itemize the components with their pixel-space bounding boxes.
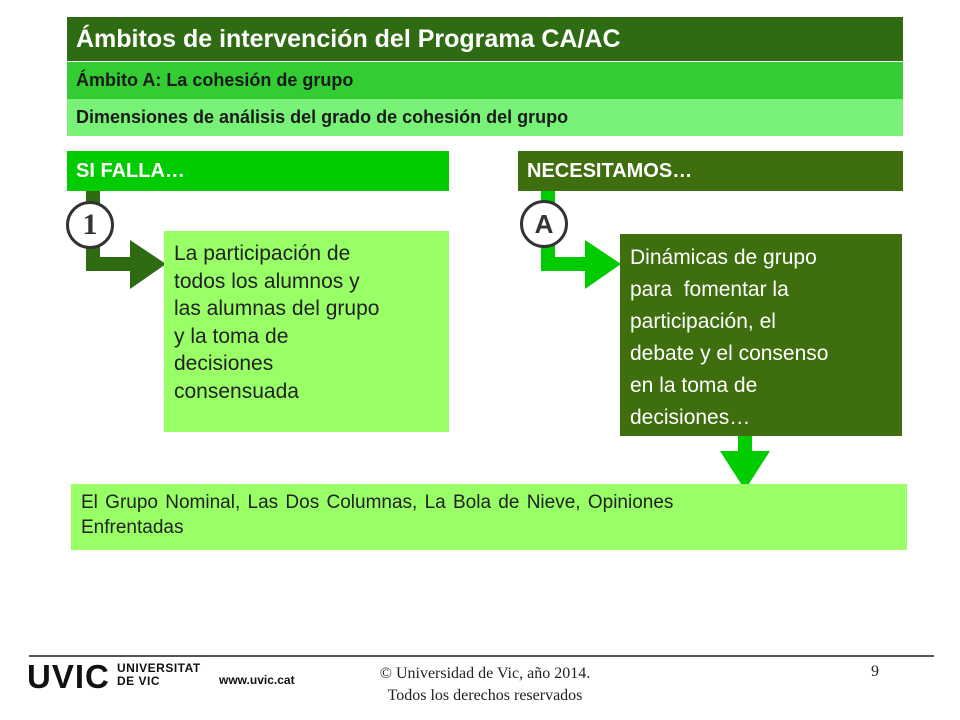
solution-line: Dinámicas de grupo: [630, 246, 817, 269]
slide-subtitle-dimensions: Dimensiones de análisis del grado de cohesión del grupo: [67, 99, 903, 136]
uvic-logo: UVIC: [27, 658, 110, 695]
techniques-line: Enfrentadas: [81, 517, 184, 538]
solution-line: debate y el consenso: [630, 342, 829, 365]
page-number: 9: [871, 663, 879, 680]
uvic-logo-subtitle: [117, 662, 201, 688]
down-arrow: [720, 436, 770, 490]
header-necesitamos: NECESITAMOS…: [518, 151, 903, 191]
logo-sub-line: DE VIC: [117, 674, 161, 688]
solution-line: para fomentar la: [630, 278, 789, 301]
website-link[interactable]: www.uvic.cat: [219, 673, 295, 687]
problem-line: decisiones: [174, 352, 274, 375]
problem-box: [164, 231, 449, 432]
problem-line: y la toma de: [174, 324, 289, 348]
slide-subtitle: Ámbito A: La cohesión de grupo: [67, 62, 903, 99]
copyright-line: Todos los derechos reservados: [387, 687, 583, 704]
footer-divider: [29, 655, 934, 657]
solution-line: decisiones…: [630, 406, 751, 429]
techniques-box: [71, 484, 907, 550]
header-si-falla: SI FALLA…: [67, 151, 449, 191]
copyright-notice: [330, 663, 640, 707]
copyright-line: © Universidad de Vic, año 2014.: [379, 665, 591, 682]
problem-line: las alumnas del grupo: [174, 297, 380, 320]
solution-box: [620, 234, 902, 436]
solution-line: participación, el: [630, 310, 776, 333]
problem-line: todos los alumnos y: [174, 269, 360, 293]
problem-line: consensuada: [174, 379, 299, 403]
solution-line: en la toma de: [630, 374, 758, 397]
techniques-line: El Grupo Nominal, Las Dos Columnas, La Bola de Nieve, Opiniones: [81, 492, 674, 513]
step-number-badge: 1: [66, 201, 114, 249]
step-letter-badge: A: [520, 200, 568, 248]
problem-line: La participación de: [174, 242, 351, 265]
slide-title: Ámbitos de intervención del Programa CA/AC: [67, 17, 903, 61]
logo-sub-line: UNIVERSITAT: [117, 661, 201, 675]
